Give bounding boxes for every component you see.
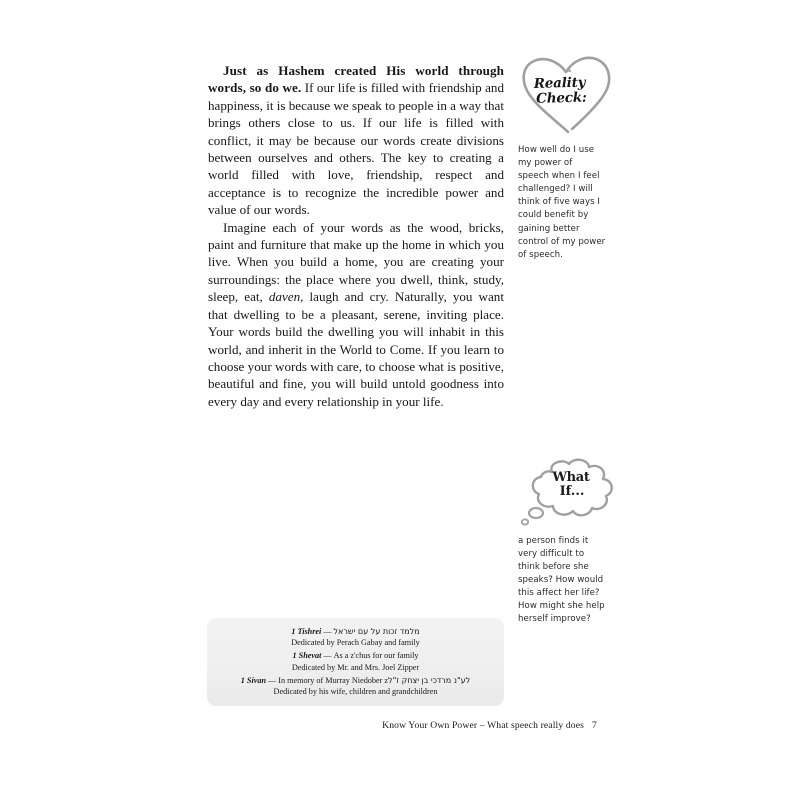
page-footer [0,720,597,731]
dedication-date: 1 Tishrei [291,627,322,636]
thought-bubble-icon [518,458,622,526]
what-if-heading-line-1: What [552,469,590,485]
reality-check-heading-line-2: Check: [535,89,587,107]
dedication-hebrew: לע"נ מרדכי בן יצחק ז"ל [388,675,471,685]
paragraph-2-part-2: , laugh and cry. Naturally, you want that dwelling to be a pleasant, serene, inviting place. Your words build the dwelling you will inhabit in this world, and inherit in the World to Come. If you learn to choose your words with care, to choose what is positive, beautiful and fine, you will build untold goodness into every day and every relationship in your life. [208,289,504,409]
footer-separator: – [479,720,485,731]
paragraph-2-part-1: Imagine each of your words as the wood, bricks, paint and furniture that make up the home in which you live. When you build a home, you are creating your surroundings: the place where you dwell, think, study, sleep, eat, [208,219,504,305]
footer-title: Know Your Own Power [382,720,478,731]
dedication-english: As a z'chus for our family [333,651,419,661]
what-if-heading [540,471,602,499]
reality-check-heading [534,75,607,107]
dedication-english: In memory of Murray Niedober z [278,675,389,685]
dedication-dash: — [323,627,332,636]
dedication-sub-line: Dedicated by Mr. and Mrs. Joel Zipper [291,662,420,672]
dedication-date: 1 Sivan [240,675,267,685]
reality-check-heading-line-1: Reality [533,74,586,92]
paragraph-2-italic-term: daven [268,289,301,305]
dedication-dash: — [323,651,332,661]
paragraph-2 [208,219,504,410]
dedication-sub-line: Dedicated by his wife, children and grandchildren [273,687,438,697]
heart-outline-icon [516,50,620,138]
dedication-box [207,618,504,706]
body-text-column [208,62,504,410]
reality-check-text: How well do I use my power of speech when I feel challenged? I will think of five ways I could benefit by gaining better control of my power of speech. [518,145,606,260]
dedication-hebrew: מלמד זכות על עם ישראל [333,627,420,636]
dedication-entry-line [213,650,498,661]
dedication-dash: — [268,675,277,685]
dedication-date: 1 Shevat [292,651,322,661]
paragraph-1 [208,62,504,219]
what-if-block [512,458,622,627]
paragraph-1-body: If our life is filled with friendship and happiness, it is because we speak to people in a way that brings others close to us. If our life is filled with conflict, it may be because our words create divisions between ourselves and others. The key to creating a world filled with love, friendship, respect and acceptance is to recognize the incredible power and value of our words. [208,80,505,218]
paragraph-1-lead-in: Just as Hashem created His world through words, so do we. [208,63,504,96]
sidebar-column [512,50,622,627]
what-if-heading-line-2: If... [559,483,585,499]
dedication-entry-line [213,626,498,637]
dedication-sub-line: Dedicated by Perach Gabay and family [291,638,420,648]
page-number: 7 [592,720,597,731]
footer-subtitle: What speech really does [487,720,585,731]
reality-check-block [512,50,622,262]
what-if-text: a person finds it very difficult to think before she speaks? How would this affect her life? How might she help herself improve? [518,535,605,625]
dedication-entry-line [213,675,498,686]
